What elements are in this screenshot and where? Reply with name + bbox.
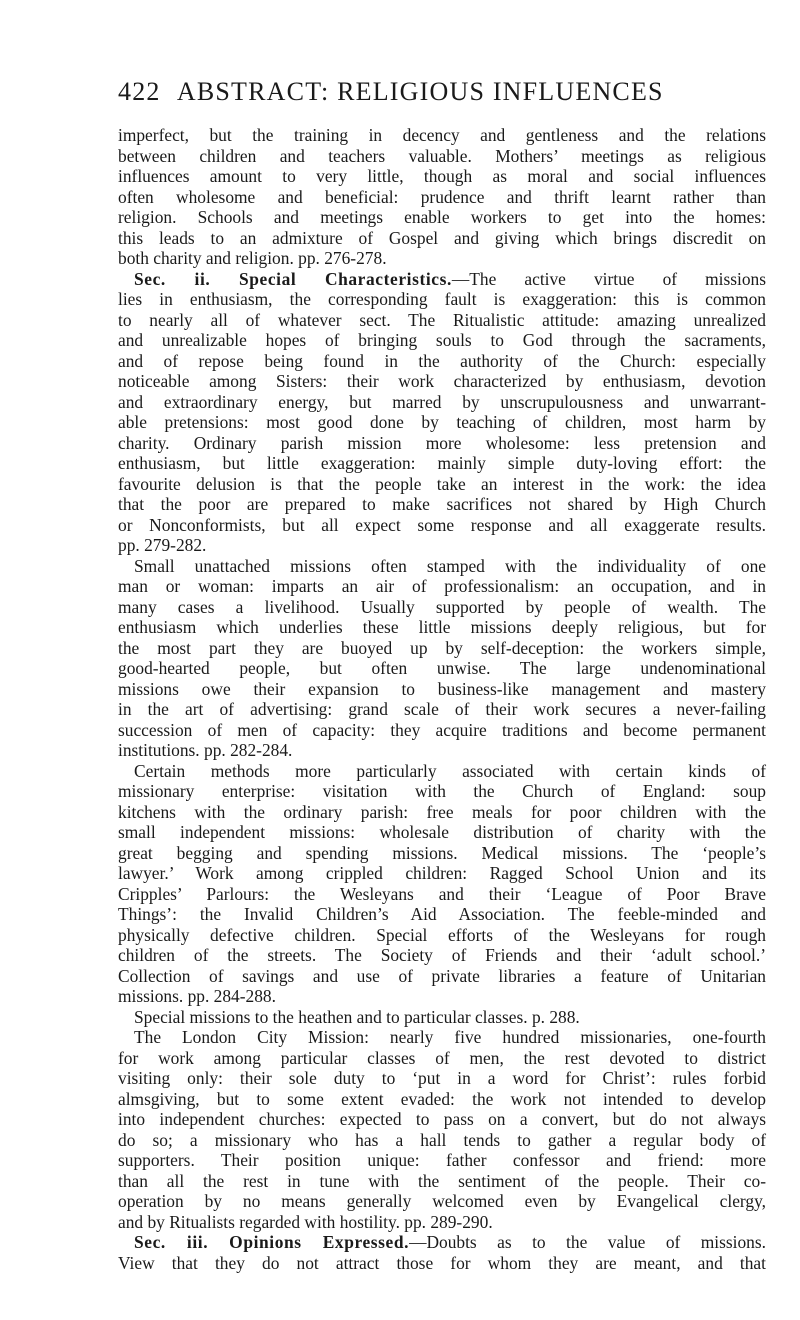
line-text: Special missions to the heathen and to particular classes. p. 288. xyxy=(134,1006,580,1027)
text-line xyxy=(118,125,766,146)
text-line xyxy=(118,1048,766,1069)
text-line xyxy=(118,515,766,536)
line-text: do so; a missionary who has a hall tends to gather a regular body of xyxy=(118,1129,766,1150)
text-line xyxy=(118,1068,766,1089)
text-line xyxy=(118,1212,766,1233)
line-text: in the art of advertising: grand scale of their work secures a never-failing xyxy=(118,699,766,719)
text-line xyxy=(118,720,766,741)
page-number: 422 xyxy=(118,77,161,106)
text-line xyxy=(118,966,766,987)
text-line xyxy=(118,1232,766,1253)
line-text: into independent churches: expected to pass on a convert, but do not always xyxy=(118,1109,766,1129)
line-text: Collection of savings and use of private libraries a feature of Unitarian xyxy=(118,965,766,986)
text-line xyxy=(118,453,766,474)
line-text: between children and teachers valuable. Mothers’ meetings as religious xyxy=(118,145,766,166)
text-line xyxy=(118,638,766,659)
line-text: this leads to an admixture of Gospel and giving which brings discredit on xyxy=(118,227,766,248)
line-text: missions. pp. 284-288. xyxy=(118,986,276,1006)
line-text: and unrealizable hopes of bringing souls to God through the sacraments, xyxy=(118,330,766,350)
text-line xyxy=(118,474,766,495)
line-text: missionary enterprise: visitation with the Church of England: soup xyxy=(118,781,766,801)
section-heading: Sec. ii. Special Characteristics. xyxy=(134,268,452,289)
line-text: operation by no means generally welcomed even by Evangelical clergy, xyxy=(118,1191,766,1211)
text-line xyxy=(118,617,766,638)
line-text: charity. Ordinary parish mission more wholesome: less pretension and xyxy=(118,432,766,453)
text-line xyxy=(118,945,766,966)
text-line xyxy=(118,802,766,823)
line-text: children of the streets. The Society of Friends and their ‘adult school.’ xyxy=(118,945,766,965)
line-text: —The active virtue of missions xyxy=(451,268,766,289)
text-line xyxy=(118,556,766,577)
text-line xyxy=(118,1191,766,1212)
line-text: pp. 279-282. xyxy=(118,535,207,555)
text-line xyxy=(118,904,766,925)
line-text: physically defective children. Special efforts of the Wesleyans for rough xyxy=(118,924,766,945)
line-text: favourite delusion is that the people take an interest in the work: the idea xyxy=(118,473,766,494)
text-line xyxy=(118,597,766,618)
text-line xyxy=(118,1007,766,1028)
text-line xyxy=(118,1150,766,1171)
line-text: both charity and religion. pp. 276-278. xyxy=(118,248,387,268)
line-text: and by Ritualists regarded with hostility. pp. 289-290. xyxy=(118,1211,493,1232)
line-text: often wholesome and beneficial: prudence and thrift learnt rather than xyxy=(118,186,766,207)
line-text: to nearly all of whatever sect. The Ritualistic attitude: amazing unrealized xyxy=(118,309,766,330)
text-line xyxy=(118,679,766,700)
line-text: —Doubts as to the value of missions. xyxy=(409,1232,766,1252)
body-text xyxy=(118,125,766,1273)
line-text: than all the rest in tune with the sentiment of the people. Their co- xyxy=(118,1170,766,1191)
text-line xyxy=(118,351,766,372)
text-line xyxy=(118,371,766,392)
line-text: good-hearted people, but often unwise. The large undenominational xyxy=(118,658,766,678)
line-text: kitchens with the ordinary parish: free meals for poor children with the xyxy=(118,801,766,822)
line-text: that the poor are prepared to make sacrifices not shared by High Church xyxy=(118,494,766,514)
line-text: the most part they are buoyed up by self-deception: the workers simple, xyxy=(118,637,766,658)
text-line xyxy=(118,187,766,208)
line-text: institutions. pp. 282-284. xyxy=(118,740,293,760)
text-line xyxy=(118,433,766,454)
section-heading: Sec. iii. Opinions Expressed. xyxy=(134,1232,410,1252)
text-line xyxy=(118,310,766,331)
text-line xyxy=(118,392,766,413)
text-line xyxy=(118,761,766,782)
line-text: Certain methods more particularly associated with certain kinds of xyxy=(134,760,766,781)
line-text: many cases a livelihood. Usually supported by people of wealth. The xyxy=(118,596,766,617)
text-line xyxy=(118,1130,766,1151)
text-line xyxy=(118,884,766,905)
text-line xyxy=(118,228,766,249)
text-line xyxy=(118,1109,766,1130)
text-line xyxy=(118,1253,766,1274)
text-line xyxy=(118,289,766,310)
line-text: supporters. Their position unique: father confessor and friend: more xyxy=(118,1150,766,1170)
text-line xyxy=(118,535,766,556)
line-text: missions owe their expansion to business-like management and mastery xyxy=(118,678,766,699)
text-line xyxy=(118,925,766,946)
line-text: Things’: the Invalid Children’s Aid Association. The feeble-minded and xyxy=(118,904,766,924)
text-line xyxy=(118,1171,766,1192)
line-text: succession of men of capacity: they acquire traditions and become permanent xyxy=(118,719,766,740)
text-line xyxy=(118,986,766,1007)
line-text: imperfect, but the training in decency and gentleness and the relations xyxy=(118,125,766,145)
line-text: enthusiasm, but little exaggeration: mainly simple duty-loving effort: the xyxy=(118,453,766,473)
line-text: for work among particular classes of men, the rest devoted to district xyxy=(118,1047,766,1068)
line-text: noticeable among Sisters: their work characterized by enthusiasm, devotion xyxy=(118,371,766,391)
text-line xyxy=(118,494,766,515)
text-line xyxy=(118,863,766,884)
running-title: ABSTRACT: RELIGIOUS INFLUENCES xyxy=(176,77,664,106)
line-text: able pretensions: most good done by teaching of children, most harm by xyxy=(118,412,766,432)
text-line xyxy=(118,843,766,864)
line-text: visiting only: their sole duty to ‘put in a word for Christ’: rules forbid xyxy=(118,1068,766,1088)
line-text: enthusiasm which underlies these little missions deeply religious, but for xyxy=(118,617,766,637)
text-line xyxy=(118,822,766,843)
line-text: lawyer.’ Work among crippled children: Ragged School Union and its xyxy=(118,863,766,883)
running-header xyxy=(118,77,664,107)
line-text: lies in enthusiasm, the corresponding fault is exaggeration: this is common xyxy=(118,289,766,309)
line-text: Small unattached missions often stamped with the individuality of one xyxy=(134,555,766,576)
text-line xyxy=(118,166,766,187)
line-text: and extraordinary energy, but marred by unscrupulousness and unwarrant- xyxy=(118,391,766,412)
text-line xyxy=(118,658,766,679)
line-text: and of repose being found in the authority of the Church: especially xyxy=(118,350,766,371)
line-text: Cripples’ Parlours: the Wesleyans and their ‘League of Poor Brave xyxy=(118,883,766,904)
text-line xyxy=(118,781,766,802)
text-line xyxy=(118,412,766,433)
text-line xyxy=(118,248,766,269)
line-text: almsgiving, but to some extent evaded: the work not intended to develop xyxy=(118,1088,766,1109)
line-text: religion. Schools and meetings enable workers to get into the homes: xyxy=(118,207,766,227)
line-text: man or woman: imparts an air of professionalism: an occupation, and in xyxy=(118,576,766,596)
text-line xyxy=(118,146,766,167)
line-text: great begging and spending missions. Medical missions. The ‘people’s xyxy=(118,842,766,863)
line-text: small independent missions: wholesale distribution of charity with the xyxy=(118,822,766,842)
line-text: View that they do not attract those for whom they are meant, and that xyxy=(118,1252,766,1273)
line-text: or Nonconformists, but all expect some response and all exaggerate results. xyxy=(118,514,766,535)
line-text: influences amount to very little, though as moral and social influences xyxy=(118,166,766,186)
text-line xyxy=(118,699,766,720)
text-line xyxy=(118,1027,766,1048)
text-line xyxy=(118,207,766,228)
text-line xyxy=(118,1089,766,1110)
text-line xyxy=(118,269,766,290)
text-line xyxy=(118,576,766,597)
text-line xyxy=(118,330,766,351)
text-line xyxy=(118,740,766,761)
line-text: The London City Mission: nearly five hundred missionaries, one-fourth xyxy=(134,1027,766,1047)
